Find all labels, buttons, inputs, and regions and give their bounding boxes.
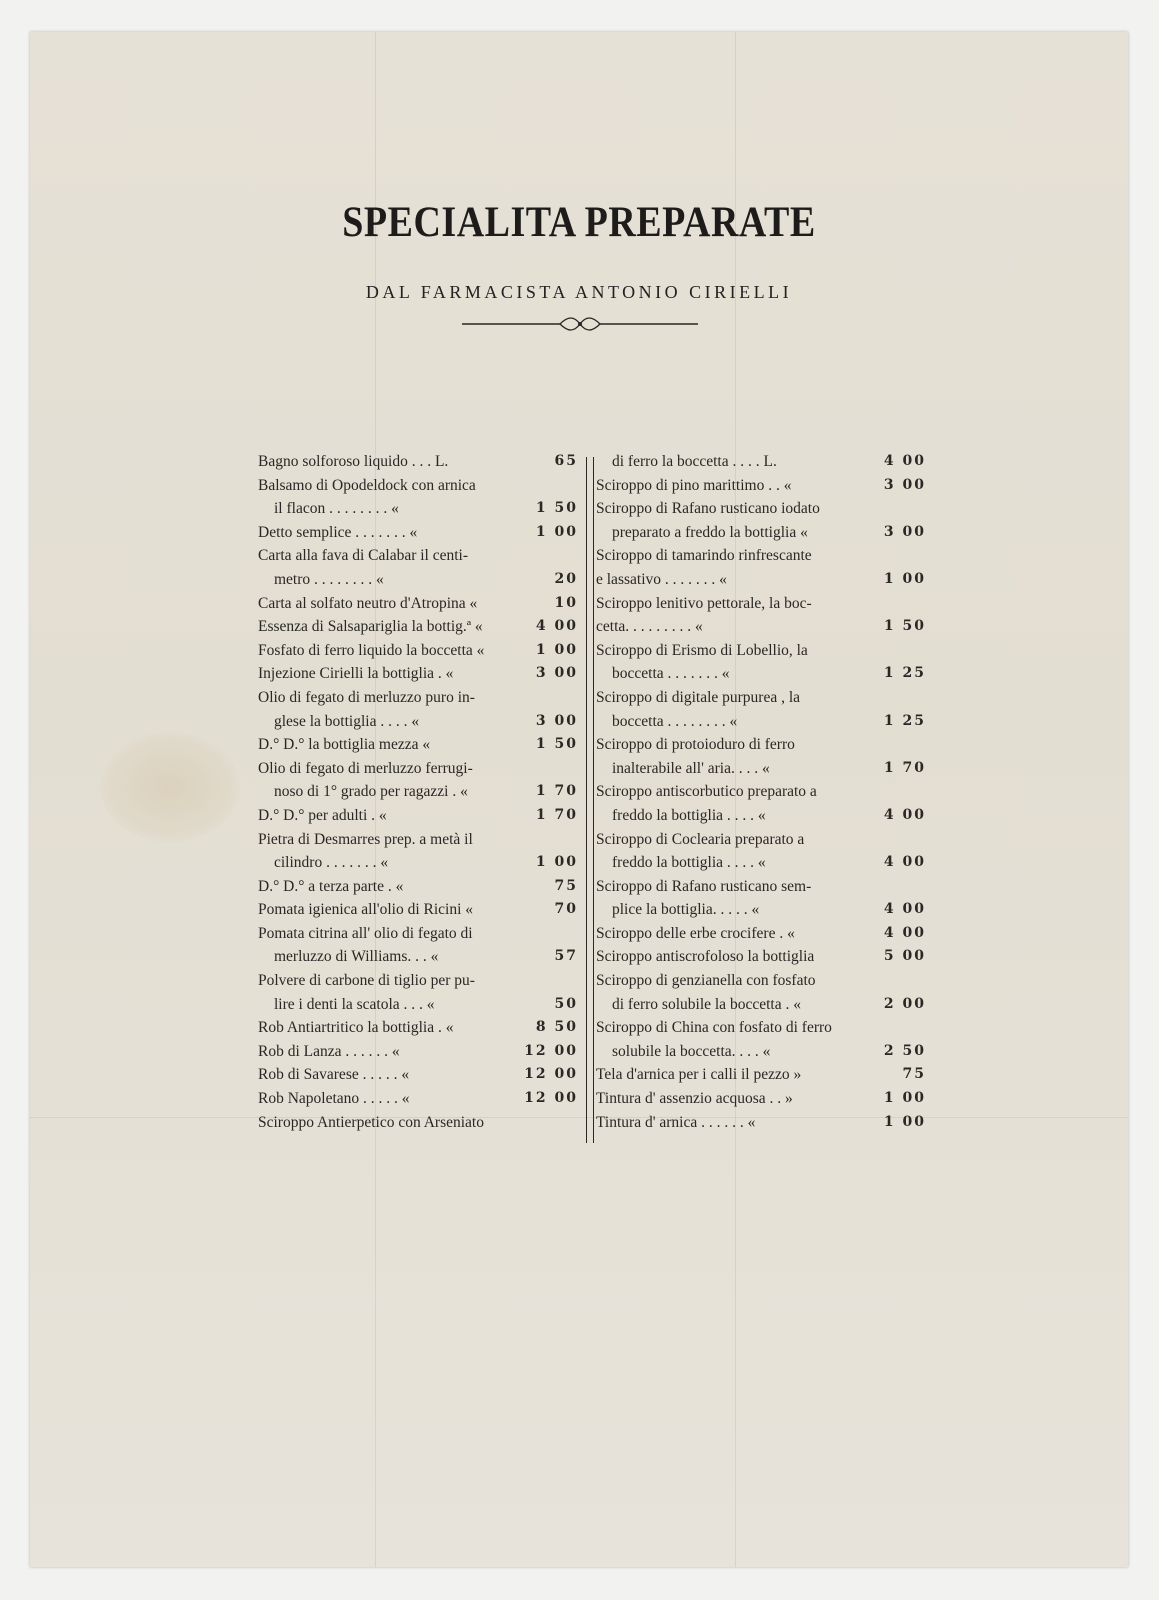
item-label: Sciroppo antiscorbutico preparato a xyxy=(596,783,817,801)
item-label: D.° D.° a terza parte . « xyxy=(258,877,404,895)
price-list-item xyxy=(596,1040,926,1064)
item-price: 3 00 xyxy=(535,665,578,682)
price-list-left xyxy=(258,450,578,1134)
price-list-item xyxy=(596,592,926,616)
item-label: Tintura d' arnica . . . . . . « xyxy=(596,1113,756,1131)
item-label: Sciroppo antiscrofoloso la bottiglia xyxy=(596,948,815,966)
item-label: Sciroppo di tamarindo rinfrescante xyxy=(596,547,812,565)
item-label: Polvere di carbone di tiglio per pu- xyxy=(258,972,475,990)
item-price: 65 xyxy=(554,453,578,469)
item-label: merluzzo di Williams. . . « xyxy=(274,948,439,966)
price-list-item xyxy=(596,615,926,639)
item-price: 1 25 xyxy=(883,665,926,682)
price-list-item xyxy=(596,450,926,474)
item-label: freddo la bottiglia . . . . « xyxy=(612,854,766,872)
price-list-item xyxy=(596,568,926,592)
item-label: Balsamo di Opodeldock con arnica xyxy=(258,476,476,494)
price-list-item xyxy=(596,497,926,521)
item-label: Tela d'arnica per i calli il pezzo » xyxy=(596,1066,802,1084)
item-label: Olio di fegato di merluzzo puro in- xyxy=(258,688,475,706)
price-list-item xyxy=(258,898,578,922)
price-list-item xyxy=(258,1040,578,1064)
item-price: 1 70 xyxy=(535,783,578,800)
item-label: glese la bottiglia . . . . « xyxy=(274,712,420,730)
item-price: 4 00 xyxy=(883,854,926,871)
item-label: preparato a freddo la bottiglia « xyxy=(612,523,808,541)
price-list-item xyxy=(258,780,578,804)
price-list-item xyxy=(258,969,578,993)
price-list-item xyxy=(258,1063,578,1087)
item-price: 75 xyxy=(554,877,578,894)
price-list-item xyxy=(596,1087,926,1111)
item-price: 20 xyxy=(554,570,578,587)
price-list-item xyxy=(596,757,926,781)
item-label: il flacon . . . . . . . . « xyxy=(274,500,399,518)
item-price: 3 00 xyxy=(535,712,578,729)
item-price: 1 70 xyxy=(883,759,926,776)
item-label: Bagno solforoso liquido . . . L. xyxy=(258,453,449,470)
item-price: 50 xyxy=(554,995,578,1012)
price-list-item xyxy=(596,804,926,828)
price-list-item xyxy=(258,1016,578,1040)
price-list-item xyxy=(596,851,926,875)
item-label: freddo la bottiglia . . . . « xyxy=(612,806,766,824)
price-list-item xyxy=(258,945,578,969)
item-label: Sciroppo di Rafano rusticano sem- xyxy=(596,877,812,895)
item-label: Sciroppo di pino marittimo . . « xyxy=(596,476,792,494)
price-list-item xyxy=(596,1063,926,1087)
item-label: plice la bottiglia. . . . . « xyxy=(612,901,760,919)
price-list-item xyxy=(596,639,926,663)
item-price: 4 00 xyxy=(883,806,926,823)
item-price: 4 00 xyxy=(883,924,926,941)
item-price: 5 00 xyxy=(883,948,926,965)
price-list-item xyxy=(596,710,926,734)
price-list-right xyxy=(596,450,926,1134)
item-price: 1 00 xyxy=(883,1113,926,1130)
item-label: Sciroppo di protoioduro di ferro xyxy=(596,736,795,754)
item-label: Sciroppo delle erbe crocifere . « xyxy=(596,924,795,942)
price-list-item xyxy=(258,521,578,545)
item-price: 3 00 xyxy=(883,476,926,493)
item-label: cetta. . . . . . . . . « xyxy=(596,618,703,636)
item-label: noso di 1° grado per ragazzi . « xyxy=(274,783,468,801)
item-label: solubile la boccetta. . . . « xyxy=(612,1042,771,1060)
document-subtitle: DAL FARMACISTA ANTONIO CIRIELLI xyxy=(365,282,793,302)
item-label: e lassativo . . . . . . . « xyxy=(596,570,727,588)
price-list-item xyxy=(258,615,578,639)
price-list-item xyxy=(258,710,578,734)
column-divider xyxy=(586,457,594,1143)
item-price: 12 00 xyxy=(524,1066,578,1083)
item-label: di ferro solubile la boccetta . « xyxy=(612,995,801,1013)
item-label: Detto semplice . . . . . . . « xyxy=(258,523,418,541)
item-label: Injezione Cirielli la bottiglia . « xyxy=(258,665,454,683)
item-price: 1 50 xyxy=(883,618,926,635)
item-label: Tintura d' assenzio acquosa . . » xyxy=(596,1090,793,1108)
price-list-item xyxy=(258,592,578,616)
item-label: Pomata igienica all'olio di Ricini « xyxy=(258,901,474,919)
item-price: 1 25 xyxy=(883,712,926,729)
item-price: 1 70 xyxy=(535,806,578,823)
price-list-item xyxy=(258,1087,578,1111)
price-list-item xyxy=(596,1016,926,1040)
item-price: 1 00 xyxy=(535,641,578,658)
item-label: Rob Antiartritico la bottiglia . « xyxy=(258,1019,454,1037)
price-list-item xyxy=(258,544,578,568)
item-price: 4 00 xyxy=(883,901,926,918)
item-price: 70 xyxy=(554,901,578,918)
price-list-item xyxy=(258,639,578,663)
item-label: Rob di Lanza . . . . . . « xyxy=(258,1042,400,1060)
price-list-item xyxy=(596,686,926,710)
item-label: boccetta . . . . . . . . « xyxy=(612,712,738,730)
fold-line xyxy=(30,1117,1128,1118)
item-label: Essenza di Salsapariglia la bottig.ª « xyxy=(258,618,483,636)
item-label: cilindro . . . . . . . « xyxy=(274,854,389,872)
document-title: SPECIALITA PREPARATE xyxy=(342,197,816,247)
item-label: Sciroppo Antierpetico con Arseniato xyxy=(258,1113,484,1131)
price-list-item xyxy=(596,993,926,1017)
item-price: 75 xyxy=(902,1066,926,1083)
item-label: Sciroppo di China con fosfato di ferro xyxy=(596,1019,832,1037)
price-list-item xyxy=(258,450,578,474)
item-price: 8 50 xyxy=(535,1019,578,1036)
item-price: 10 xyxy=(554,594,578,611)
item-price: 1 00 xyxy=(883,1090,926,1107)
price-list-item xyxy=(258,804,578,828)
price-list-item xyxy=(596,780,926,804)
price-list-item xyxy=(596,662,926,686)
item-price: 2 00 xyxy=(883,995,926,1012)
item-price: 57 xyxy=(554,948,578,965)
item-label: boccetta . . . . . . . « xyxy=(612,665,730,683)
item-label: metro . . . . . . . . « xyxy=(274,570,384,588)
price-list-item xyxy=(258,474,578,498)
price-list-item xyxy=(596,1111,926,1135)
price-list-item xyxy=(596,922,926,946)
price-list-item xyxy=(258,875,578,899)
item-label: Carta alla fava di Calabar il centi- xyxy=(258,547,469,565)
item-label: Carta al solfato neutro d'Atropina « xyxy=(258,594,478,612)
item-price: 12 00 xyxy=(524,1042,578,1059)
item-label: Fosfato di ferro liquido la boccetta « xyxy=(258,641,485,659)
item-label: Sciroppo di Coclearia preparato a xyxy=(596,830,805,848)
item-label: Sciroppo di genzianella con fosfato xyxy=(596,972,816,990)
document-sheet xyxy=(30,32,1128,1567)
price-list-item xyxy=(596,521,926,545)
price-list-item xyxy=(258,993,578,1017)
item-price: 1 50 xyxy=(535,736,578,753)
item-label: Sciroppo lenitivo pettorale, la boc- xyxy=(596,594,812,612)
item-label: Sciroppo di Erismo di Lobellio, la xyxy=(596,641,808,659)
paper-stain xyxy=(100,732,240,842)
item-label: Rob Napoletano . . . . . « xyxy=(258,1090,410,1108)
item-label: D.° D.° per adulti . « xyxy=(258,806,387,824)
price-list-item xyxy=(258,686,578,710)
price-list-item xyxy=(258,1111,578,1135)
price-list-item xyxy=(258,662,578,686)
price-list-item xyxy=(258,733,578,757)
item-label: D.° D.° la bottiglia mezza « xyxy=(258,736,431,754)
price-list-item xyxy=(258,851,578,875)
item-price: 12 00 xyxy=(524,1090,578,1107)
price-list-item xyxy=(596,544,926,568)
item-price: 1 00 xyxy=(535,523,578,540)
item-label: lire i denti la scatola . . . « xyxy=(274,995,435,1013)
item-price: 3 00 xyxy=(883,523,926,540)
price-list-item xyxy=(596,875,926,899)
price-list-item xyxy=(596,828,926,852)
item-price: 1 00 xyxy=(883,570,926,587)
item-label: Pomata citrina all' olio di fegato di xyxy=(258,924,473,942)
item-label: Rob di Savarese . . . . . « xyxy=(258,1066,410,1084)
price-list-item xyxy=(596,898,926,922)
ornament-divider-icon xyxy=(460,314,700,334)
item-price: 1 50 xyxy=(535,500,578,517)
item-price: 4 00 xyxy=(883,453,926,469)
item-label: di ferro la boccetta . . . . L. xyxy=(612,453,777,470)
item-price: 4 00 xyxy=(535,618,578,635)
price-list-item xyxy=(596,474,926,498)
item-label: Sciroppo di Rafano rusticano iodato xyxy=(596,500,820,518)
item-label: inalterabile all' aria. . . . « xyxy=(612,759,770,777)
price-list-item xyxy=(258,757,578,781)
price-list-item xyxy=(596,945,926,969)
price-list-item xyxy=(596,733,926,757)
item-label: Sciroppo di digitale purpurea , la xyxy=(596,688,801,706)
item-label: Olio di fegato di merluzzo ferrugi- xyxy=(258,759,473,777)
price-list-item xyxy=(258,922,578,946)
item-label: Pietra di Desmarres prep. a metà il xyxy=(258,830,473,848)
price-list-item xyxy=(596,969,926,993)
item-price: 2 50 xyxy=(883,1042,926,1059)
item-price: 1 00 xyxy=(535,854,578,871)
price-list-item xyxy=(258,828,578,852)
price-list-item xyxy=(258,497,578,521)
price-list-item xyxy=(258,568,578,592)
